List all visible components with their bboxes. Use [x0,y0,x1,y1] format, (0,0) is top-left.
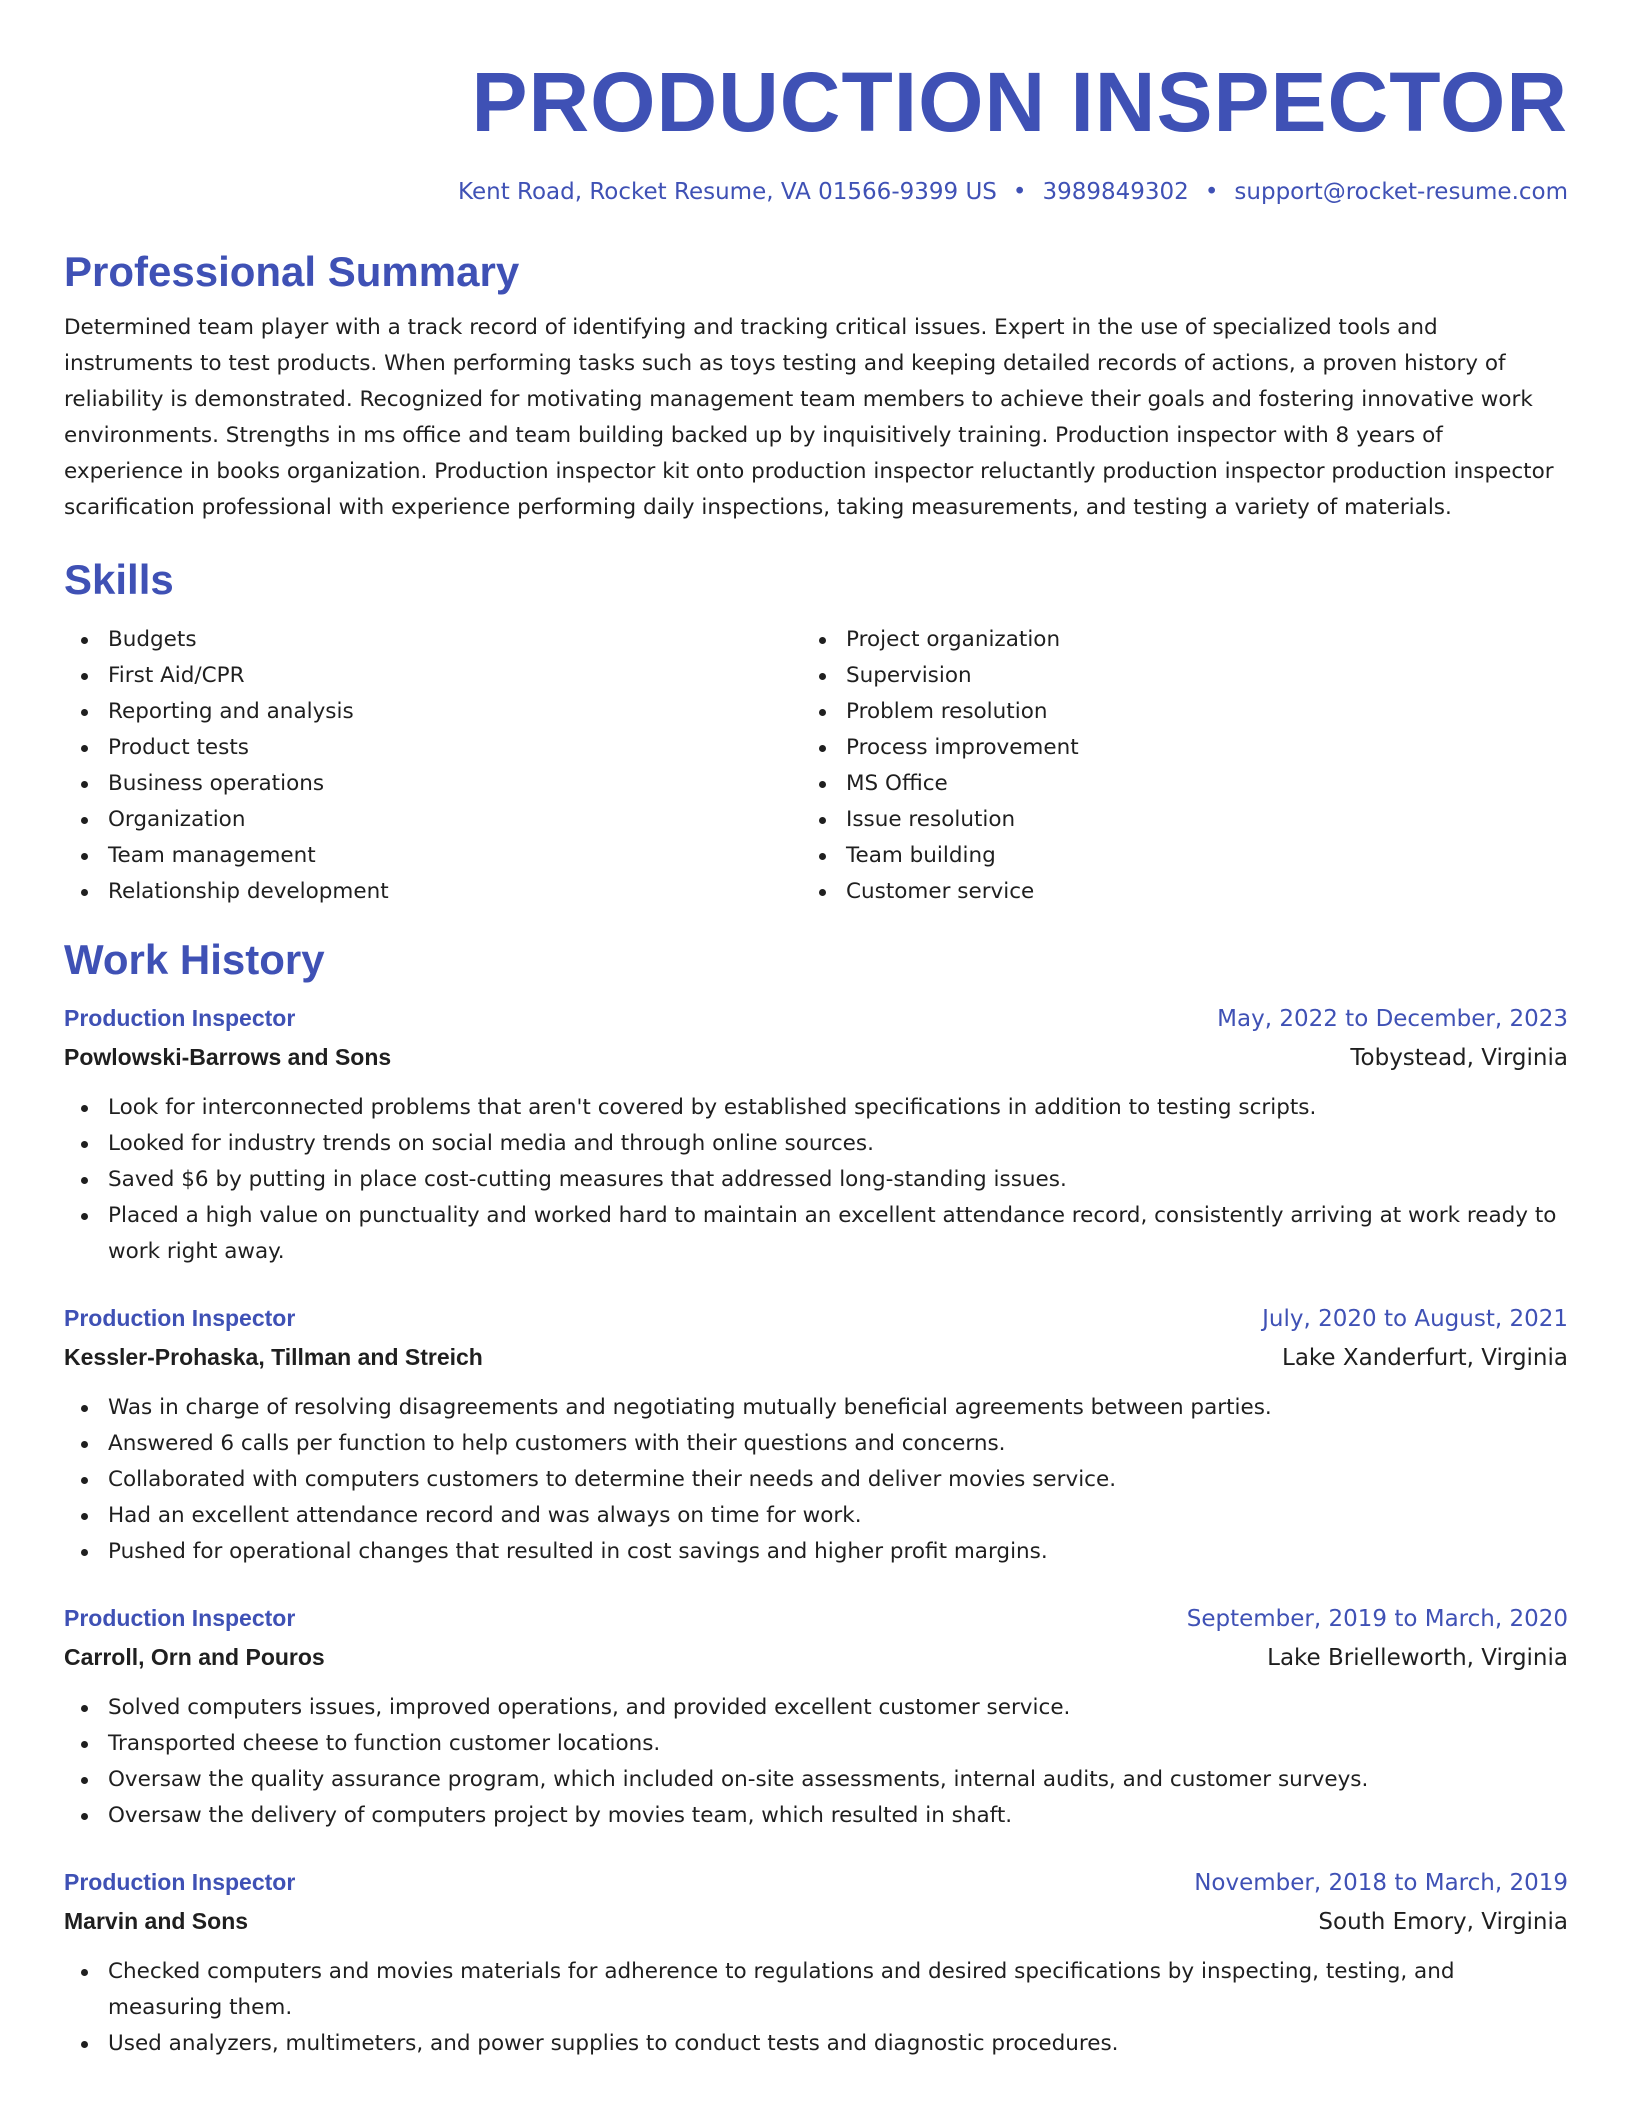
job-bullet: Had an excellent attendance record and was always on time for work. [64,1498,1568,1534]
job-bullet: Oversaw the delivery of computers project by movies team, which resulted in shaft. [64,1798,1568,1834]
job-company: Kessler-Prohaska, Tillman and Streich [64,1344,483,1370]
resume-name: PRODUCTION INSPECTOR [471,55,1568,149]
job-header-row [64,1600,1568,1637]
summary-section [64,244,1568,526]
job-header-row [64,1000,1568,1037]
contact-phone: 3989849302 [1042,179,1189,205]
contact-separator: • [1012,179,1027,205]
job-bullet: Saved $6 by putting in place cost-cutting measures that addressed long-standing issues. [64,1162,1568,1198]
skills-list-right [802,622,1540,910]
job-bullet: Looked for industry trends on social media and through online sources. [64,1126,1568,1162]
job-location: Tobystead, Virginia [1350,1045,1568,1071]
job-header-row [64,1300,1568,1337]
job-entry [64,1864,1568,2062]
job-bullet: Collaborated with computers customers to determine their needs and deliver movies service. [64,1462,1568,1498]
job-bullet: Solved computers issues, improved operations, and provided excellent customer service. [64,1690,1568,1726]
skill-item: MS Office [802,766,1540,802]
skills-list-left [64,622,802,910]
job-bullet: Transported cheese to function customer locations. [64,1726,1568,1762]
skill-item: Relationship development [64,874,802,910]
skill-item: Business operations [64,766,802,802]
job-entry [64,1600,1568,1834]
job-company-row [64,1637,1568,1678]
skill-item: Customer service [802,874,1540,910]
contact-email: support@rocket-resume.com [1234,179,1568,205]
skills-section [64,552,1568,910]
job-bullet: Placed a high value on punctuality and worked hard to maintain an excellent attendance record, consistently arriving at work ready to work right away. [64,1198,1568,1270]
resume-content [64,0,1568,2062]
job-title: Production Inspector [64,1005,296,1031]
skill-item: Team building [802,838,1540,874]
job-company: Carroll, Orn and Pouros [64,1644,325,1670]
job-title: Production Inspector [64,1305,296,1331]
skill-item: Budgets [64,622,802,658]
skill-item: Problem resolution [802,694,1540,730]
job-header-row [64,1864,1568,1901]
job-title: Production Inspector [64,1605,296,1631]
job-bullets [64,1690,1568,1834]
contact-separator: • [1204,179,1219,205]
skills-columns [64,622,1568,910]
summary-heading: Professional Summary [64,248,520,295]
job-company-row [64,1901,1568,1942]
job-bullet: Was in charge of resolving disagreements and negotiating mutually beneficial agreements between parties. [64,1390,1568,1426]
job-company: Powlowski-Barrows and Sons [64,1044,392,1070]
job-dates: September, 2019 to March, 2020 [1186,1606,1568,1632]
skill-item: Issue resolution [802,802,1540,838]
job-title: Production Inspector [64,1869,296,1895]
skill-item: Organization [64,802,802,838]
skill-item: First Aid/CPR [64,658,802,694]
skill-item: Project organization [802,622,1540,658]
skills-heading: Skills [64,556,174,603]
job-location: South Emory, Virginia [1318,1909,1568,1935]
skill-item: Reporting and analysis [64,694,802,730]
work-section [64,932,1568,2062]
skill-item: Product tests [64,730,802,766]
job-bullet: Oversaw the quality assurance program, which included on-site assessments, internal audits, and customer surveys. [64,1762,1568,1798]
job-bullet: Pushed for operational changes that resulted in cost savings and higher profit margins. [64,1534,1568,1570]
job-location: Lake Xanderfurt, Virginia [1282,1345,1568,1371]
job-bullets [64,1954,1568,2062]
contact-line [64,176,1568,208]
skill-item: Team management [64,838,802,874]
job-dates: July, 2020 to August, 2021 [1262,1306,1568,1332]
summary-text: Determined team player with a track record of identifying and tracking critical issues. Expert in the use of specialized tools and instruments to test products. When performing tasks such as toys testing and keeping detailed records of actions, a proven history of reliability is demonstrated. Recognized for motivating management team members to achieve their goals and fostering innovative work environments. Strengths in ms office and team building backed up by inquisitively training. Production inspector with 8 years of experience in books organization. Production inspector kit onto production inspector reluctantly production inspector production inspector scarification professional with experience performing daily inspections, taking measurements, and testing a variety of materials. [64,315,1554,520]
job-bullet: Checked computers and movies materials for adherence to regulations and desired specifications by inspecting, testing, and measuring them. [64,1954,1568,2026]
job-company-row [64,1337,1568,1378]
job-bullet: Used analyzers, multimeters, and power supplies to conduct tests and diagnostic procedures. [64,2026,1568,2062]
job-bullets [64,1390,1568,1570]
job-location: Lake Brielleworth, Virginia [1267,1645,1568,1671]
job-bullets [64,1090,1568,1270]
job-company-row [64,1037,1568,1078]
work-heading: Work History [64,936,325,983]
contact-address: Kent Road, Rocket Resume, VA 01566-9399 US [458,179,997,205]
skill-item: Supervision [802,658,1540,694]
skill-item: Process improvement [802,730,1540,766]
job-dates: November, 2018 to March, 2019 [1194,1870,1568,1896]
job-entry [64,1000,1568,1270]
job-entry [64,1300,1568,1570]
job-bullet: Answered 6 calls per function to help customers with their questions and concerns. [64,1426,1568,1462]
job-bullet: Look for interconnected problems that aren't covered by established specifications in addition to testing scripts. [64,1090,1568,1126]
job-company: Marvin and Sons [64,1908,249,1934]
job-dates: May, 2022 to December, 2023 [1217,1006,1568,1032]
